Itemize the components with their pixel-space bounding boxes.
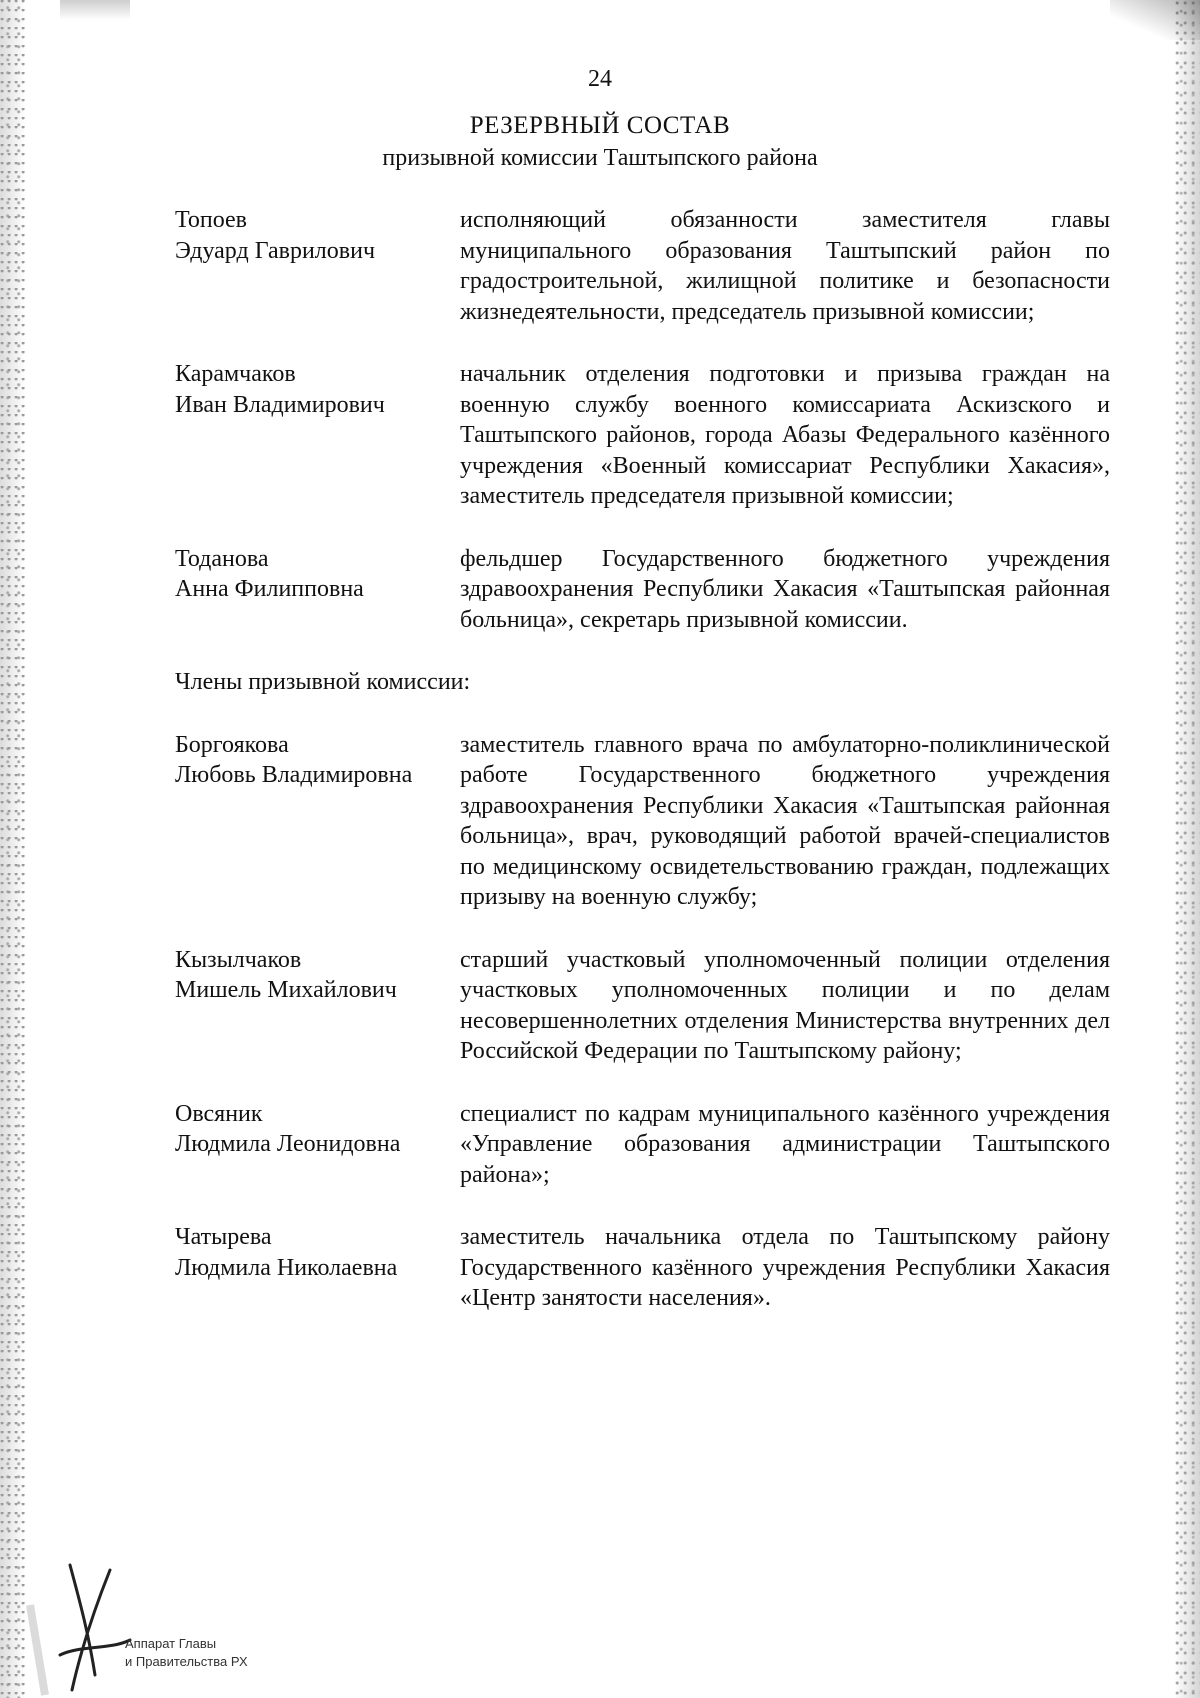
person-given-name: Анна Филипповна: [175, 576, 364, 602]
person-surname: Кызылчаков: [175, 946, 302, 973]
page-number: 24: [588, 66, 612, 92]
list-item: [175, 205, 1110, 327]
members-heading: Члены призывной комиссии:: [175, 669, 471, 695]
person-given-name: Мишель Михайлович: [175, 977, 397, 1003]
person-given-name: Людмила Николаевна: [175, 1254, 398, 1281]
person-name: [175, 730, 460, 913]
commission-list: [175, 205, 1110, 1314]
list-item: [175, 945, 1110, 1067]
scan-edge-right: [1174, 0, 1200, 1698]
stamp-line-2: и Правительства РХ: [125, 1654, 248, 1669]
person-surname: Карамчаков: [175, 361, 296, 387]
person-given-name: Людмила Леонидовна: [175, 1131, 401, 1157]
person-role: фельдшер Государственного бюджетного учреждения здравоохранения Республики Хакасия «Таштыпская районная больница», секретарь призывной комиссии.: [460, 545, 1110, 633]
list-item: [175, 359, 1110, 512]
stamp-line-1: Аппарат Главы: [125, 1636, 217, 1651]
person-name: [175, 1099, 460, 1191]
person-role: исполняющий обязанности заместителя главы муниципального образования Таштыпский район по градостроительной, жилищной политике и безопасности жизнедеятельности, председатель призывной комиссии;: [460, 207, 1110, 325]
scan-edge-top: [60, 0, 130, 20]
person-surname: Боргоякова: [175, 731, 289, 758]
person-name: [175, 1222, 460, 1314]
list-item: [175, 544, 1110, 636]
person-role: специалист по кадрам муниципального казённого учреждения «Управление образования администрации Таштыпского района»;: [460, 1100, 1110, 1188]
list-item: [175, 1222, 1110, 1314]
list-item: [175, 730, 1110, 913]
person-surname: Тоданова: [175, 545, 269, 572]
person-given-name: Любовь Владимировна: [175, 762, 413, 788]
person-role: старший участковый уполномоченный полиции отделения участковых уполномоченных полиции и по делам несовершеннолетних отделения Министерства внутренних дел Российской Федерации по Таштыпскому району;: [460, 946, 1110, 1064]
person-name: [175, 359, 460, 512]
person-name: [175, 544, 460, 636]
person-name: [175, 205, 460, 327]
person-surname: Овсяник: [175, 1100, 263, 1127]
person-surname: Чатырева: [175, 1224, 272, 1250]
person-role: начальник отделения подготовки и призыва граждан на военную службу военного комиссариата Аскизского и Таштыпского районов, города Абазы Федерального казённого учреждения «Военный комиссариат Республики Хакасия», заместитель председателя призывной комиссии;: [460, 361, 1110, 509]
scan-corner-top-right: [1110, 0, 1200, 40]
person-given-name: Иван Владимирович: [175, 391, 385, 418]
document-subtitle: призывной комиссии Таштыпского района: [382, 145, 818, 171]
person-role: заместитель начальника отдела по Таштыпскому району Государственного казённого учреждения Республики Хакасия «Центр занятости населения».: [460, 1224, 1110, 1311]
signature-scribble-icon: [0, 1545, 280, 1698]
list-item: [175, 1099, 1110, 1191]
person-surname: Топоев: [175, 207, 247, 233]
stamp-mark: [0, 1545, 280, 1698]
person-given-name: Эдуард Гаврилович: [175, 237, 376, 264]
document-title: РЕЗЕРВНЫЙ СОСТАВ: [469, 112, 731, 139]
person-name: [175, 945, 460, 1067]
person-role: заместитель главного врача по амбулаторно-поликлинической работе Государственного бюджетного учреждения здравоохранения Республики Хакасия «Таштыпская районная больница», врач, руководящий работой врачей-специалистов по медицинскому освидетельствованию граждан, подлежащих призыву на военную службу;: [460, 731, 1110, 910]
scan-edge-left: [0, 0, 26, 1698]
